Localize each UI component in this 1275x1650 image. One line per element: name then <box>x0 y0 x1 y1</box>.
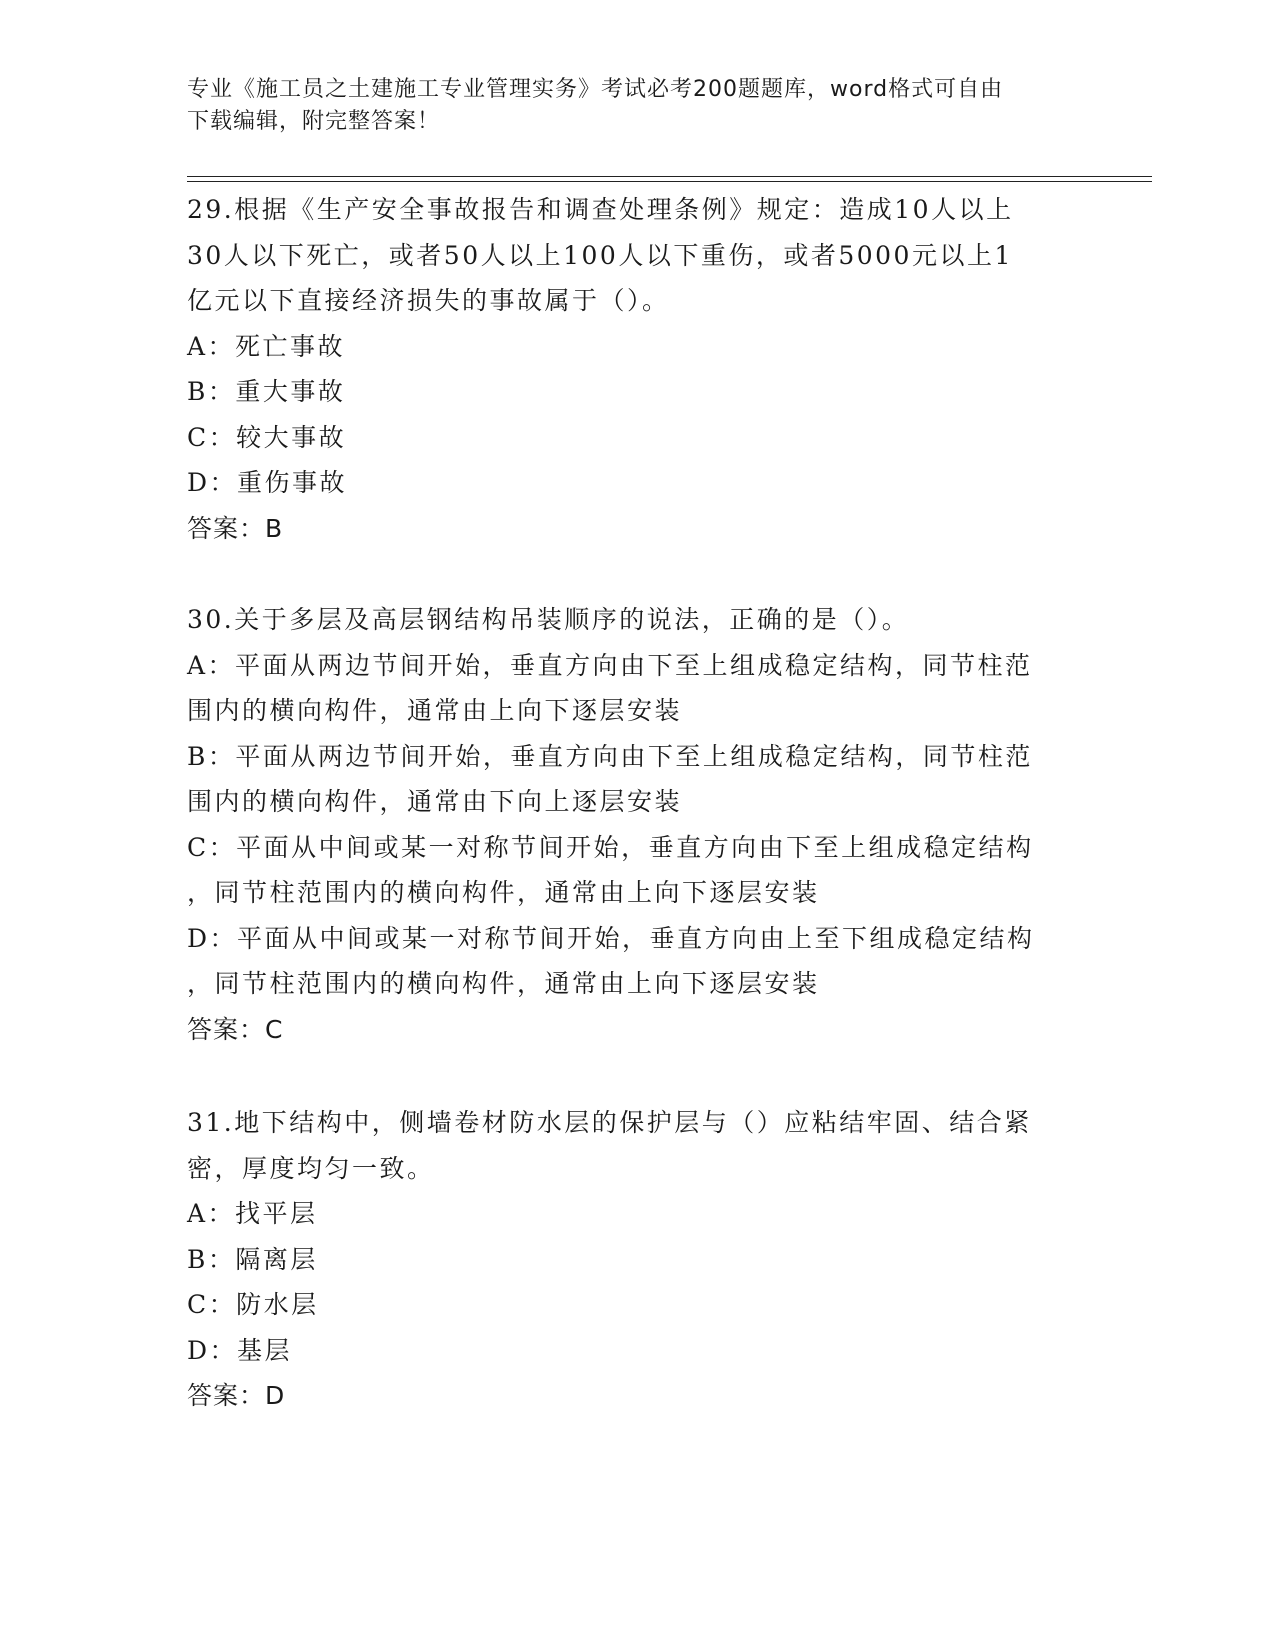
question-29 <box>187 187 1087 551</box>
option-b: B：平面从两边节间开始，垂直方向由下至上组成稳定结构，同节柱范 <box>187 741 1033 771</box>
header-divider-top <box>187 176 1152 177</box>
option-a-continued: 围内的横向构件，通常由上向下逐层安装 <box>187 696 683 725</box>
option-c-continued: ，同节柱范围内的横向构件，通常由上向下逐层安装 <box>187 878 820 907</box>
option-d: D：重伤事故 <box>187 468 348 497</box>
header-divider-bottom <box>187 181 1152 182</box>
answer: 答案：B <box>187 513 284 543</box>
question-30 <box>187 597 1087 1052</box>
question-stem-line: 29.根据《生产安全事故报告和调查处理条例》规定：造成10人以上 <box>187 195 1014 224</box>
option-b: B：隔离层 <box>187 1244 318 1274</box>
option-c: C：平面从中间或某一对称节间开始，垂直方向由下至上组成稳定结构 <box>187 832 1034 862</box>
option-d: D：基层 <box>187 1335 293 1365</box>
header-line-2: 下载编辑，附完整答案！ <box>187 109 441 134</box>
question-stem-line: 密，厚度均匀一致。 <box>187 1153 435 1183</box>
question-stem-line: 30人以下死亡，或者50人以上100人以下重伤，或者5000元以上1 <box>187 240 1013 270</box>
option-c: C：防水层 <box>187 1290 319 1319</box>
question-stem-line: 31.地下结构中，侧墙卷材防水层的保护层与（）应粘结牢固、结合紧 <box>187 1108 1032 1137</box>
option-d: D：平面从中间或某一对称节间开始，垂直方向由上至下组成稳定结构 <box>187 923 1035 953</box>
option-c: C：较大事故 <box>187 422 347 452</box>
option-b: B：重大事故 <box>187 377 346 406</box>
question-stem-line: 30.关于多层及高层钢结构吊装顺序的说法，正确的是（）。 <box>187 605 910 634</box>
answer: 答案：C <box>187 1014 284 1044</box>
option-a: A：死亡事故 <box>187 331 346 361</box>
option-a: A：平面从两边节间开始，垂直方向由下至上组成稳定结构，同节柱范 <box>187 650 1033 680</box>
question-stem-line: 亿元以下直接经济损失的事故属于（）。 <box>187 286 670 315</box>
option-a: A：找平层 <box>187 1199 318 1228</box>
document-header <box>187 74 1067 138</box>
option-d-continued: ，同节柱范围内的横向构件，通常由上向下逐层安装 <box>187 969 820 998</box>
option-b-continued: 围内的横向构件，通常由下向上逐层安装 <box>187 787 683 816</box>
header-line-1: 专业《施工员之土建施工专业管理实务》考试必考200题题库，word格式可自由 <box>187 77 1004 102</box>
answer: 答案：D <box>187 1381 286 1410</box>
question-31 <box>187 1100 1087 1419</box>
